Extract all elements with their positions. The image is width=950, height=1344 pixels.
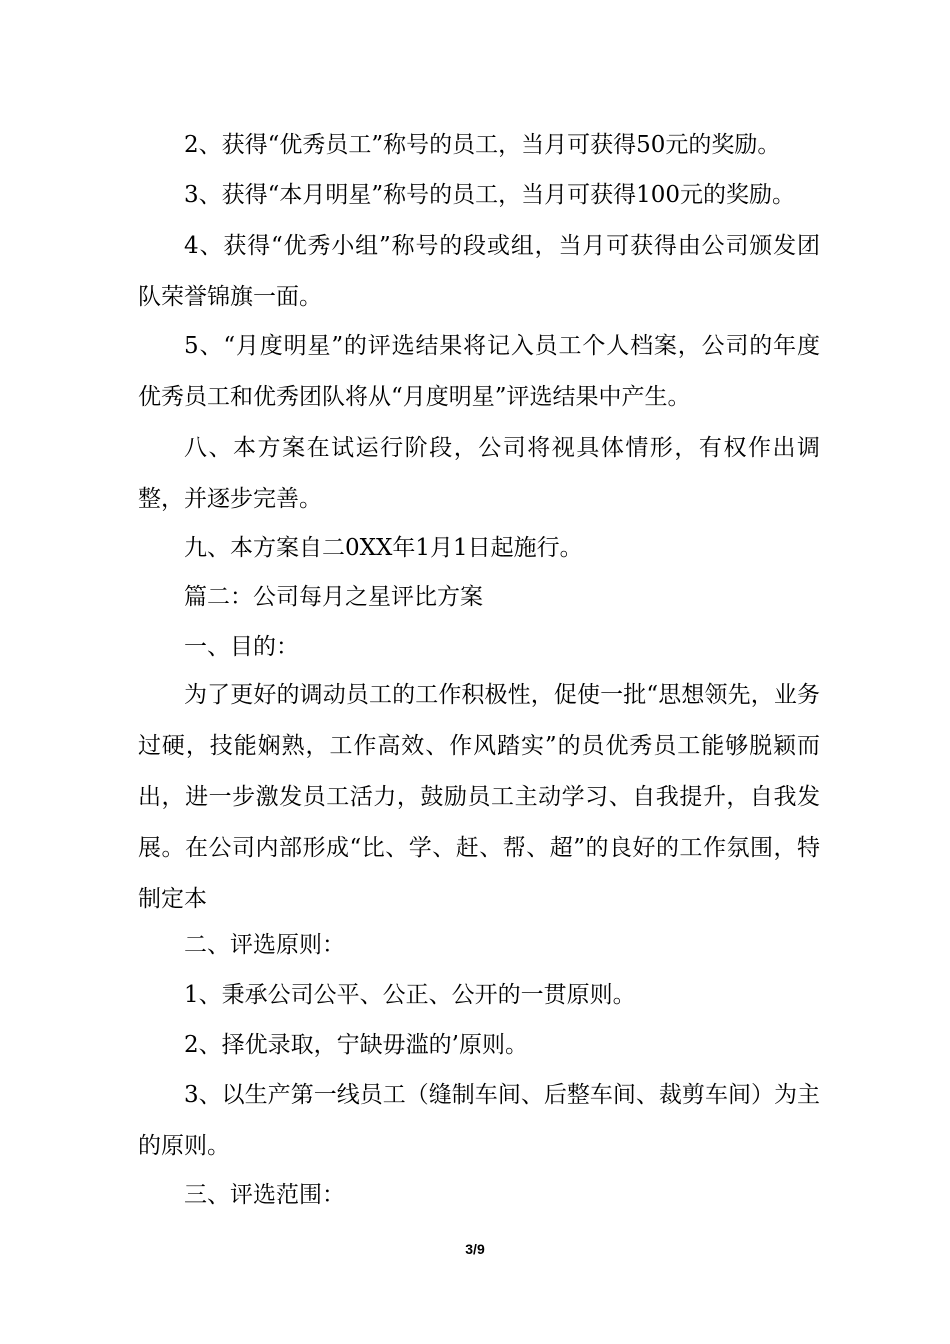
paragraph-principle-two: 2、择优录取，宁缺毋滥的’原则。 [184,1032,528,1058]
paragraph-principle-three: 3、以生产第一线员工（缝制车间、后整车间、裁剪车间）为主的原则。 [138,1082,820,1159]
paragraph-section-eight: 八、本方案在试运行阶段，公司将视具体情形，有权作出调整，并逐步完善。 [138,435,820,512]
paragraph-purpose-heading: 一、目的： [184,634,299,660]
paragraph-principles-heading: 二、评选原则： [184,932,345,958]
paragraph-monthly-star-record: 5、“月度明星”的评选结果将记入员工个人档案，公司的年度优秀员工和优秀团队将从“月度明星”评选结果中产生。 [138,333,820,410]
paragraph-reward-excellent-team: 4、获得“优秀小组”称号的段或组，当月可获得由公司颁发团队荣誉锦旗一面。 [138,233,820,310]
page-number: 3/9 [465,1241,485,1257]
paragraph-reward-monthly-star: 3、获得“本月明星”称号的员工，当月可获得100元的奖励。 [184,182,796,208]
paragraph-purpose-body: 为了更好的调动员工的工作积极性，促使一批“思想领先，业务过硬，技能娴熟，工作高效、作风踏实”的员优秀员工能够脱颖而出，进一步激发员工活力，鼓励员工主动学习、自我提升，自我发展。在公司内部形成“比、学、赶、帮、超”的良好的工作氛围，特制定本 [138,682,820,912]
paragraph-principle-one: 1、秉承公司公平、公正、公开的一贯原则。 [184,982,636,1008]
paragraph-reward-excellent-employee: 2、获得“优秀员工”称号的员工，当月可获得50元的奖励。 [184,132,781,158]
paragraph-section-nine: 九、本方案自二0XX年1月1日起施行。 [184,535,583,561]
paragraph-scope-heading: 三、评选范围： [184,1182,345,1208]
paragraph-part-two-title: 篇二：公司每月之星评比方案 [184,584,483,610]
